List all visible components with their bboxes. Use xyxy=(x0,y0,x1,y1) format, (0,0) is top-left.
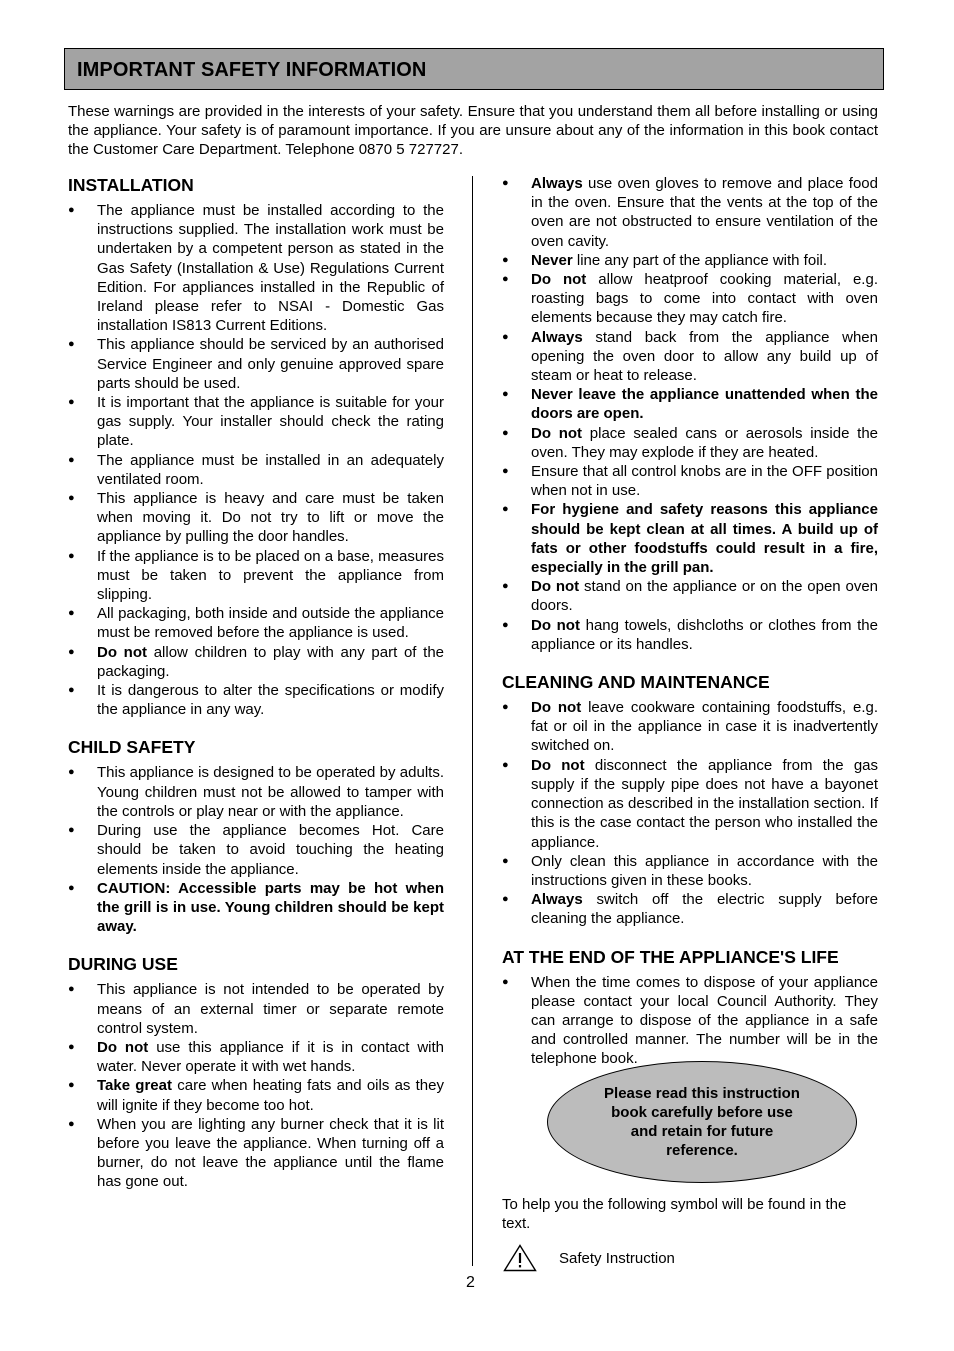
list-item: ● The appliance must be installed according to the instructions supplied. The installation work must be undertaken by a competent person as stated in the Gas Safety (Installation & Use) Regulations Current Edition. For appliances installed in the Republic of Ireland please refer to NSAI - Domestic Gas installation IS813 Current Editions. xyxy=(68,201,444,335)
section-during-use xyxy=(68,953,444,1191)
page-title-bar xyxy=(64,48,884,90)
column-divider xyxy=(472,176,473,1266)
page-title: IMPORTANT SAFETY INFORMATION xyxy=(77,59,427,81)
section-during-use-continued xyxy=(502,174,878,654)
list-item: ● If the appliance is to be placed on a base, measures must be taken to prevent the appliance from slipping. xyxy=(68,547,444,605)
list-item: ● The appliance must be installed in an adequately ventilated room. xyxy=(68,451,444,489)
installation-heading: INSTALLATION xyxy=(68,175,194,195)
list-item: ● Take great care when heating fats and oils as they will ignite if they become too hot. xyxy=(68,1076,444,1114)
cleaning-heading: CLEANING AND MAINTENANCE xyxy=(502,672,770,693)
end-of-life-heading: AT THE END OF THE APPLIANCE'S LIFE xyxy=(502,946,839,967)
section-child-safety xyxy=(68,736,444,936)
list-item: ● Always stand back from the appliance when opening the oven door to allow any build up of steam or heat to release. xyxy=(502,328,878,386)
list-item: ● Only clean this appliance in accordance with the instructions given in these books. xyxy=(502,852,878,890)
child-safety-heading: CHILD SAFETY xyxy=(68,737,196,758)
list-item: ● Ensure that all control knobs are in the OFF position when not in use. xyxy=(502,462,878,500)
list-item: ● It is dangerous to alter the specifications or modify the appliance in any way. xyxy=(68,681,444,719)
list-item: ● This appliance is not intended to be operated by means of an external timer or separate remote control system. xyxy=(68,980,444,1038)
section-installation xyxy=(68,174,444,719)
list-item: ● When you are lighting any burner check that it is lit before you leave the appliance. When turning off a burner, do not leave the appliance until the flame has gone out. xyxy=(68,1115,444,1192)
list-item: ● Do not allow children to play with any part of the packaging. xyxy=(68,643,444,681)
list-item: ● Do not place sealed cans or aerosols inside the oven. They may explode if they are heated. xyxy=(502,424,878,462)
right-column xyxy=(502,174,878,1086)
list-item: ● Never leave the appliance unattended when the doors are open. xyxy=(502,385,878,423)
installation-list xyxy=(68,201,444,719)
list-item: ● During use the appliance becomes Hot. Care should be taken to avoid touching the heating elements inside the appliance. xyxy=(68,821,444,879)
during-use-heading: DURING USE xyxy=(68,954,178,975)
list-item: ● Never line any part of the appliance with foil. xyxy=(502,251,878,270)
list-item: ● Always use oven gloves to remove and place food in the oven. Ensure that the vents at the top of the oven are not obstructed to ensure ventilation of the oven cavity. xyxy=(502,174,878,251)
list-item: ● All packaging, both inside and outside the appliance must be removed before the appliance is used. xyxy=(68,604,444,642)
list-item: ● When the time comes to dispose of your appliance please contact your local Council Authority. They can arrange to dispose of the appliance in a safe and controlled manner. The number will be in the telephone book. xyxy=(502,973,878,1069)
left-column xyxy=(68,174,444,1209)
callout-text: Please read this instruction book carefully before use and retain for future reference. xyxy=(604,1084,800,1160)
list-item: ● CAUTION: Accessible parts may be hot when the grill is in use. Young children should be kept away. xyxy=(68,879,444,937)
cleaning-list xyxy=(502,698,878,928)
list-item: ● This appliance should be serviced by an authorised Service Engineer and only genuine approved spare parts should be used. xyxy=(68,335,444,393)
child-safety-list xyxy=(68,763,444,936)
list-item: ● For hygiene and safety reasons this appliance should be kept clean at all times. A build up of fats or other foodstuffs could result in a fire, especially in the grill pan. xyxy=(502,500,878,577)
help-text: To help you the following symbol will be found in the text. xyxy=(502,1196,847,1233)
section-cleaning xyxy=(502,671,878,928)
end-of-life-list xyxy=(502,973,878,1069)
section-end-of-life xyxy=(502,946,878,1069)
list-item: ● Do not disconnect the appliance from the gas supply if the supply pipe does not have a bayonet connection as described in the installation section. If this is the case contact the person who installed the appliance. xyxy=(502,756,878,852)
list-item: ● Do not allow heatproof cooking material, e.g. roasting bags to come into contact with oven elements because they may catch fire. xyxy=(502,270,878,328)
callout-ellipse xyxy=(547,1061,857,1183)
symbol-label: Safety Instruction xyxy=(559,1250,675,1267)
intro-paragraph: These warnings are provided in the interests of your safety. Ensure that you understand them all before installing or using the appliance. Your safety is of paramount importance. If you are unsure about any of the information in this book contact the Customer Care Department. Telephone 0870 5 727727. xyxy=(68,103,878,159)
list-item: ● Always switch off the electric supply before cleaning the appliance. xyxy=(502,890,878,928)
list-item: ● This appliance is designed to be operated by adults. Young children must not be allowed to tamper with the controls or play near or with the appliance. xyxy=(68,763,444,821)
list-item: ● It is important that the appliance is suitable for your gas supply. Your installer should check the rating plate. xyxy=(68,393,444,451)
list-item: ● Do not hang towels, dishcloths or clothes from the appliance or its handles. xyxy=(502,616,878,654)
warning-triangle-icon xyxy=(503,1244,537,1272)
list-item: ● This appliance is heavy and care must be taken when moving it. Do not try to lift or move the appliance by pulling the door handles. xyxy=(68,489,444,547)
page-number: 2 xyxy=(466,1274,475,1291)
list-item: ● Do not use this appliance if it is in contact with water. Never operate it with wet hands. xyxy=(68,1038,444,1076)
list-item: ● Do not stand on the appliance or on the open oven doors. xyxy=(502,577,878,615)
during-use-list xyxy=(68,980,444,1191)
list-item: ● Do not leave cookware containing foodstuffs, e.g. fat or oil in the appliance in case it is inadvertently switched on. xyxy=(502,698,878,756)
during-use-continued-list xyxy=(502,174,878,654)
